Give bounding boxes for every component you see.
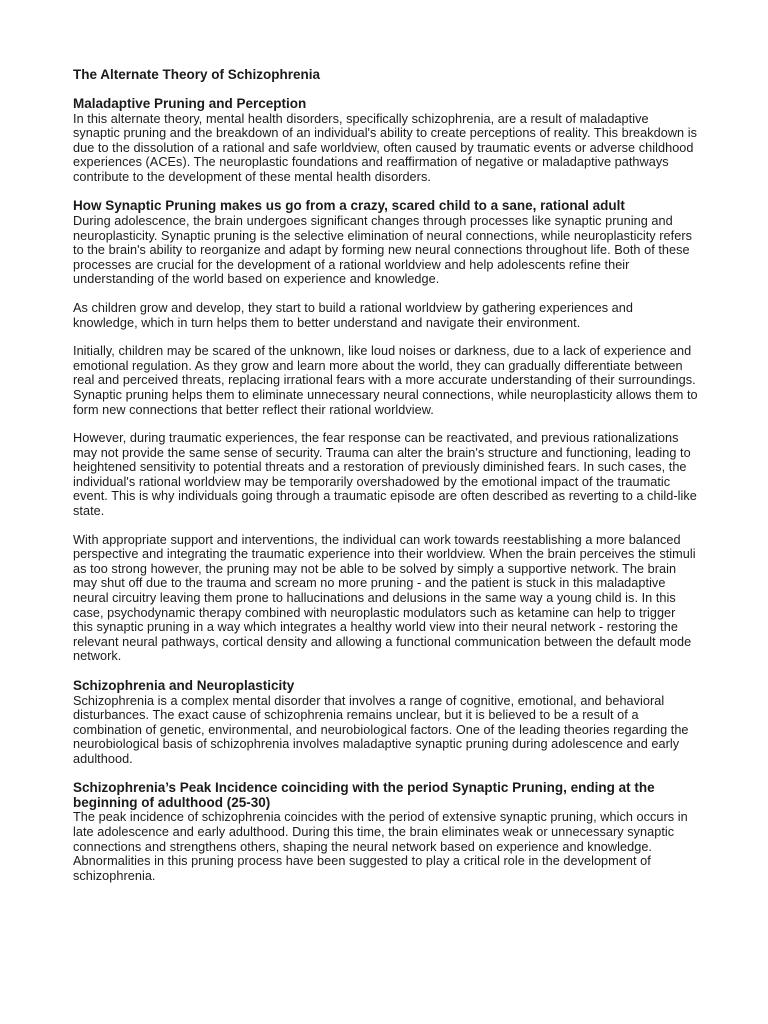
section-heading: How Synaptic Pruning makes us go from a crazy, scared child to a sane, rational adult (73, 198, 625, 214)
section-heading: Schizophrenia and Neuroplasticity (73, 678, 295, 693)
paragraph: With appropriate support and interventions, the individual can work towards reestablishing a more balanced perspective and integrating the traumatic experience into their worldview. When the brain perceives the stimuli as too strong however, the pruning may not be able to be solved by simply a supportive network. The brain may shut off due to the trauma and scream no more pruning - and the patient is stuck in this maladaptive neural circuitry leaving them prone to hallucinations and delusions in the same way a young child is. In this case, psychodynamic therapy combined with neuroplastic modulators such as ketamine can help to trigger this synaptic pruning in a way which integrates a healthy world view into their neural network - restoring the relevant neural pathways, cortical density and allowing a functional communication between the default mode network. (73, 532, 696, 664)
paragraph: In this alternate theory, mental health disorders, specifically schizophrenia, are a result of maladaptive synaptic pruning and the breakdown of an individual's ability to create perceptions of reality. This breakdown is due to the dissolution of a rational and safe worldview, often caused by traumatic events or adverse childhood experiences (ACEs). The neuroplastic foundations and reaffirmation of negative or maladaptive pathways contribute to the development of these mental health disorders. (73, 111, 698, 184)
paragraph: As children grow and develop, they start to build a rational worldview by gathering experiences and knowledge, which in turn helps them to better understand and navigate their environment. (73, 300, 633, 330)
document-title: The Alternate Theory of Schizophrenia (73, 67, 321, 82)
paragraph: Initially, children may be scared of the unknown, like loud noises or darkness, due to a lack of experience and emotional regulation. As they grow and learn more about the world, they can gradually differentiate between real and perceived threats, replacing irrational fears with a more accurate understanding of their surroundings. Synaptic pruning helps them to eliminate unnecessary neural connections, while neuroplasticity allows them to form new connections that better reflect their rational worldview. (73, 344, 698, 417)
paragraph: During adolescence, the brain undergoes significant changes through processes like synaptic pruning and neuroplasticity. Synaptic pruning is the selective elimination of neural connections, while neuroplasticity refers to the brain's ability to reorganize and adapt by forming new neural connections throughout life. Both of these processes are crucial for the development of a rational worldview and help adolescents refine their understanding of the world based on experience and knowledge. (73, 213, 693, 287)
section-heading: Schizophrenia’s Peak Incidence coinciding with the period Synaptic Pruning, ending at the beginning of adulthood (25-30) (73, 780, 655, 810)
paragraph: However, during traumatic experiences, the fear response can be reactivated, and previous rationalizations may not provide the same sense of security. Trauma can alter the brain's structure and functioning, leading to heightened sensitivity to potential threats and a restoration of previously diminished fears. In such cases, the individual's rational worldview may be temporarily overshadowed by the emotional impact of the traumatic event. This is why individuals going through a traumatic episode are often described as reverting to a child-like state. (73, 431, 697, 519)
paragraph: The peak incidence of schizophrenia coincides with the period of extensive synaptic pruning, which occurs in late adolescence and early adulthood. During this time, the brain eliminates weak or unnecessary synaptic connections and strengthens others, shaping the neural network based on experience and knowledge. Abnormalities in this pruning process have been suggested to play a critical role in the development of schizophrenia. (73, 810, 688, 883)
section-schizophrenia-neuroplasticity (73, 679, 698, 766)
section-maladaptive-pruning (73, 97, 698, 184)
section-heading: Maladaptive Pruning and Perception (73, 96, 307, 111)
section-synaptic-pruning (73, 199, 698, 664)
paragraph: Schizophrenia is a complex mental disorder that involves a range of cognitive, emotional, and behavioral disturbances. The exact cause of schizophrenia remains unclear, but it is believed to be a result of a combination of genetic, environmental, and neurobiological factors. One of the leading theories regarding the neurobiological basis of schizophrenia involves maladaptive synaptic pruning during adolescence and early adulthood. (73, 693, 689, 766)
section-peak-incidence (73, 781, 698, 883)
